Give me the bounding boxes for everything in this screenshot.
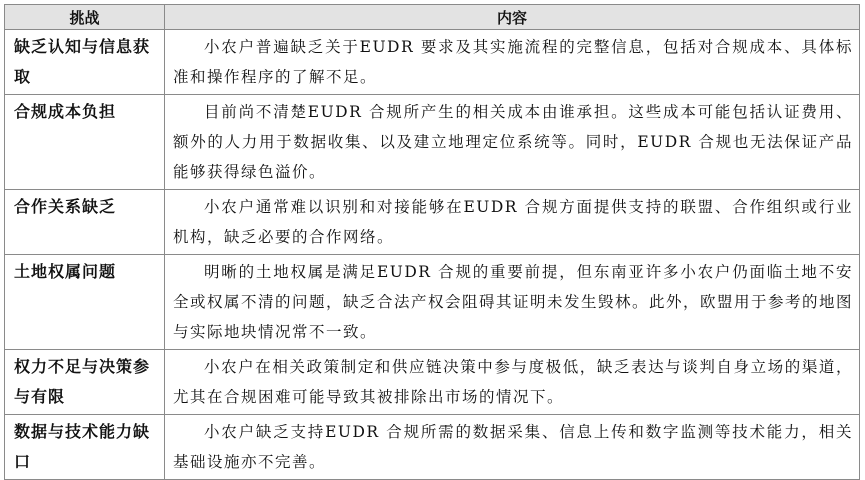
table-body	[5, 30, 860, 480]
header-row	[5, 5, 860, 30]
table-row	[5, 95, 860, 190]
challenge-cell: 数据与技术能力缺口	[5, 415, 165, 480]
challenge-cell: 缺乏认知与信息获取	[5, 30, 165, 95]
content-cell: 目前尚不清楚EUDR 合规所产生的相关成本由谁承担。这些成本可能包括认证费用、额外的人力用于数据收集、以及建立地理定位系统等。同时，EUDR 合规也无法保证产品能够获得绿色溢价。	[165, 95, 860, 190]
header-challenge: 挑战	[5, 5, 165, 30]
table-header	[5, 5, 860, 30]
challenges-table	[4, 4, 860, 480]
challenge-cell: 土地权属问题	[5, 255, 165, 350]
table-row	[5, 255, 860, 350]
content-cell: 小农户在相关政策制定和供应链决策中参与度极低，缺乏表达与谈判自身立场的渠道，尤其在合规困难可能导致其被排除出市场的情况下。	[165, 350, 860, 415]
content-cell: 小农户缺乏支持EUDR 合规所需的数据采集、信息上传和数字监测等技术能力，相关基础设施亦不完善。	[165, 415, 860, 480]
table-row	[5, 190, 860, 255]
header-content: 内容	[165, 5, 860, 30]
challenge-cell: 权力不足与决策参与有限	[5, 350, 165, 415]
table-row	[5, 350, 860, 415]
challenge-cell: 合规成本负担	[5, 95, 165, 190]
table-row	[5, 30, 860, 95]
content-cell: 小农户通常难以识别和对接能够在EUDR 合规方面提供支持的联盟、合作组织或行业机构，缺乏必要的合作网络。	[165, 190, 860, 255]
content-cell: 小农户普遍缺乏关于EUDR 要求及其实施流程的完整信息，包括对合规成本、具体标准和操作程序的了解不足。	[165, 30, 860, 95]
content-cell: 明晰的土地权属是满足EUDR 合规的重要前提，但东南亚许多小农户仍面临土地不安全或权属不清的问题，缺乏合法产权会阻碍其证明未发生毁林。此外，欧盟用于参考的地图与实际地块情况常不一致。	[165, 255, 860, 350]
table-row	[5, 415, 860, 480]
challenge-cell: 合作关系缺乏	[5, 190, 165, 255]
